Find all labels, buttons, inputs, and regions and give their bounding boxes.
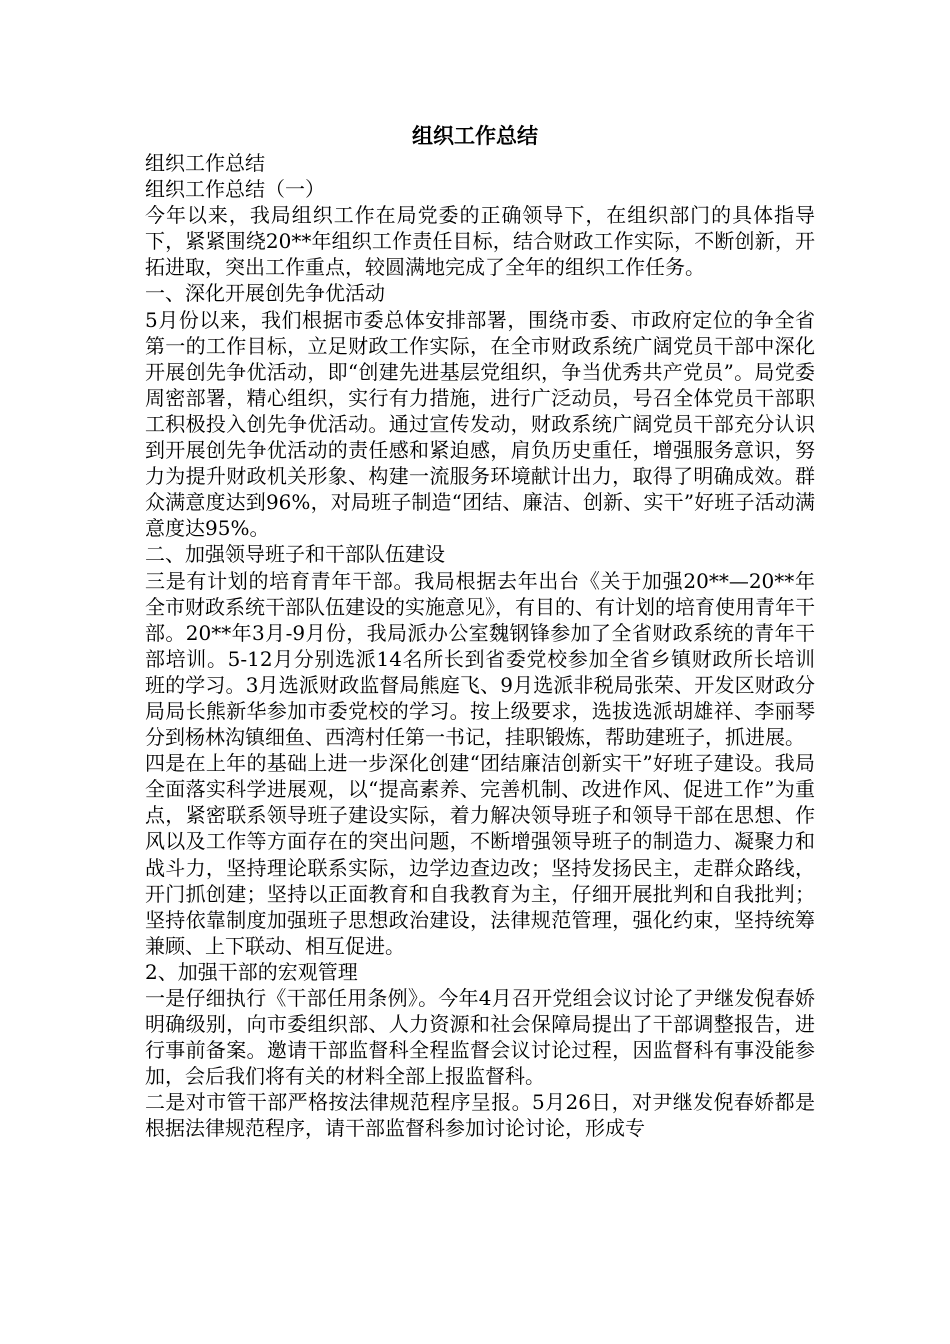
body-paragraph: 今年以来，我局组织工作在局党委的正确领导下，在组织部门的具体指导下，紧紧围绕20**年组织工作责任目标，结合财政工作实际，不断创新，开拓进取，突出工作重点，较圆满地完成了全年的组织工作任务。	[145, 203, 815, 280]
document-body	[145, 150, 815, 1142]
section-heading: 二、加强领导班子和干部队伍建设	[145, 542, 445, 567]
subtitle: 组织工作总结	[145, 151, 265, 175]
section-heading: 组织工作总结（一）	[145, 177, 325, 202]
body-paragraph: 三是有计划的培育青年干部。我局根据去年出台《关于加强20**—20**年全市财政系统干部队伍建设的实施意见》，有目的、有计划的培育使用青年干部。20**年3月-9月份，我局派办公室魏钢锋参加了全省财政系统的青年干部培训。5-12月分别选派14名所长到省委党校参加全省乡镇财政所长培训班的学习。3月选派财政监督局熊庭飞、9月选派非税局张荣、开发区财政分局局长熊新华参加市委党校的学习。按上级要求，选拔选派胡雄祥、李丽琴分到杨林沟镇细鱼、西湾村任第一书记，挂职锻炼，帮助建班子，抓进展。	[145, 568, 815, 750]
body-paragraph: 四是在上年的基础上进一步深化创建“团结廉洁创新实干”好班子建设。我局全面落实科学进展观，以“提高素养、完善机制、改进作风、促进工作”为重点，紧密联系领导班子建设实际，着力解决领导班子和领导干部在思想、作风以及工作等方面存在的突出问题，不断增强领导班子的制造力、凝聚力和战斗力，坚持理论联系实际，边学边查边改；坚持发扬民主，走群众路线，开门抓创建；坚持以正面教育和自我教育为主，仔细开展批判和自我批判；坚持依靠制度加强班子思想政治建设，法律规范管理，强化约束，坚持统筹兼顾、上下联动、相互促进。	[145, 751, 815, 958]
section-heading: 一、深化开展创先争优活动	[145, 281, 385, 306]
body-paragraph: 二是对市管干部严格按法律规范程序呈报。5月26日，对尹继发倪春娇都是根据法律规范程序，请干部监督科参加讨论讨论，形成专	[145, 1090, 815, 1141]
body-paragraph: 5月份以来，我们根据市委总体安排部署，围绕市委、市政府定位的争全省第一的工作目标，立足财政工作实际，在全市财政系统广阔党员干部中深化开展创先争优活动，即“创建先进基层党组织，争当优秀共产党员”。局党委周密部署，精心组织，实行有力措施，进行广泛动员，号召全体党员干部职工积极投入创先争优活动。通过宣传发动，财政系统广阔党员干部充分认识到开展创先争优活动的责任感和紧迫感，肩负历史重任，增强服务意识，努力为提升财政机关形象、构建一流服务环境献计出力，取得了明确成效。群众满意度达到96%，对局班子制造“团结、廉洁、创新、实干”好班子活动满意度达95%。	[145, 307, 815, 541]
section-heading: 2、加强干部的宏观管理	[145, 959, 358, 984]
body-paragraph: 一是仔细执行《干部任用条例》。今年4月召开党组会议讨论了尹继发倪春娇明确级别，向市委组织部、人力资源和社会保障局提出了干部调整报告，进行事前备案。邀请干部监督科全程监督会议讨论过程，因监督科有事没能参加，会后我们将有关的材料全部上报监督科。	[145, 986, 815, 1089]
document-title: 组织工作总结	[412, 123, 538, 148]
